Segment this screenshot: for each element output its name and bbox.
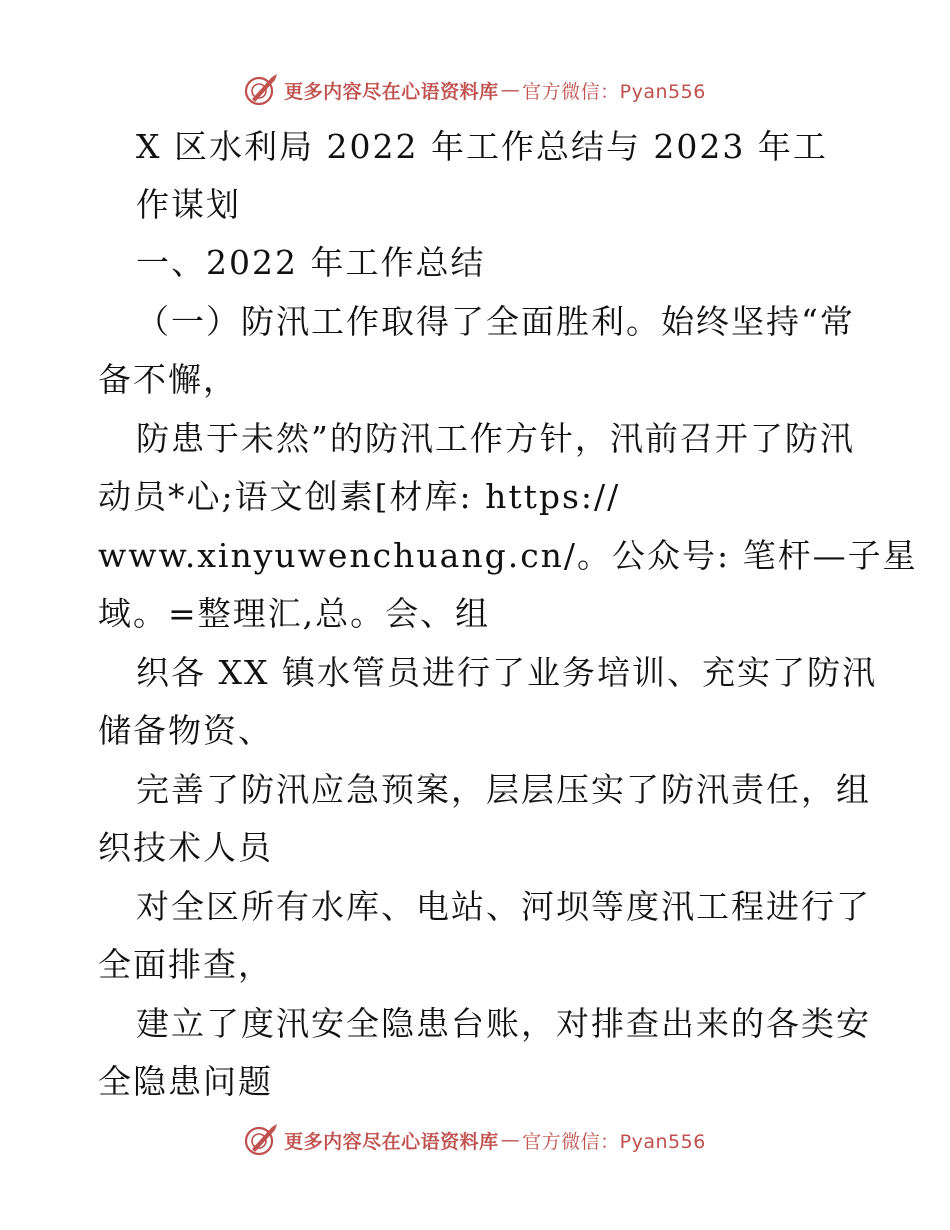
banner-text: 更多内容尽在心语资料库: [284, 80, 499, 103]
banner-dash: —: [500, 1129, 521, 1151]
header-banner: [0, 68, 950, 112]
footer-banner: [0, 1118, 950, 1162]
paragraph-line: 织各 XX 镇水管员进行了业务培训、充实了防汛: [136, 653, 877, 692]
paragraph-line: （一）防汛工作取得了全面胜利。始终坚持“常: [136, 302, 855, 341]
banner-wechat: 官方微信：Pyan556: [522, 80, 706, 103]
paragraph-line: 完善了防汛应急预案，层层压实了防汛责任，组: [136, 770, 871, 809]
paragraph-line: 备不懈，: [98, 360, 238, 399]
paragraph-line: 域。=整理汇,总。会、组: [98, 594, 491, 633]
paragraph-line: 全面排查，: [98, 945, 273, 984]
banner-dash: —: [500, 79, 521, 101]
paragraph-line: 防患于未然”的防汛工作方针，汛前召开了防汛: [136, 419, 855, 458]
paragraph-line: www.xinyuwenchuang.cn/。公众号: 笔杆—子星: [98, 536, 918, 575]
banner-text: 更多内容尽在心语资料库: [284, 1130, 499, 1153]
paragraph-line: 储备物资、: [98, 711, 273, 750]
quill-pen-icon: [244, 73, 278, 107]
quill-pen-icon: [244, 1123, 278, 1157]
doc-title-line-2: 作谋划: [136, 185, 241, 224]
paragraph-line: 全隐患问题: [98, 1062, 273, 1101]
paragraph-line: 对全区所有水库、电站、河坝等度汛工程进行了: [136, 887, 871, 926]
paragraph-line: 织技术人员: [98, 828, 273, 867]
doc-title-line-1: X 区水利局 2022 年工作总结与 2023 年工: [136, 127, 828, 166]
paragraph-line: 建立了度汛安全隐患台账，对排查出来的各类安: [136, 1004, 871, 1043]
section-heading: 一、2022 年工作总结: [136, 243, 486, 282]
paragraph-line: 动员*心;语文创素[材库: https://: [98, 477, 621, 516]
banner-wechat: 官方微信：Pyan556: [522, 1130, 706, 1153]
